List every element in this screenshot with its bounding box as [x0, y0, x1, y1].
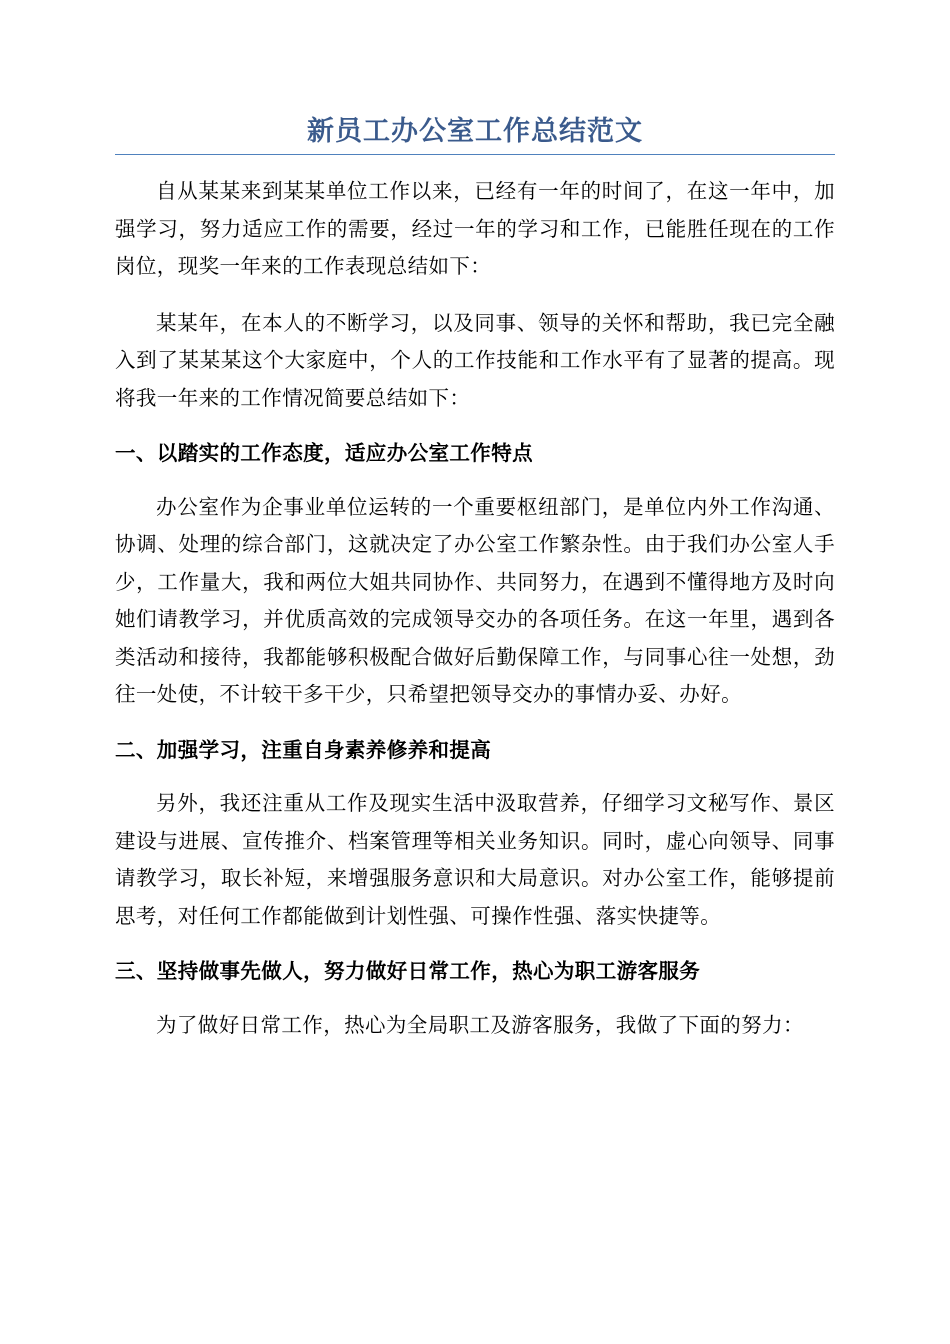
section-heading-1: 一、以踏实的工作态度，适应办公室工作特点: [115, 441, 533, 465]
section-heading-2: 二、加强学习，注重自身素养修养和提高: [115, 737, 492, 762]
paragraph-section-2: 另外，我还注重从工作及现实生活中汲取营养，仔细学习文秘写作、景区建设与进展、宣传推介、档案管理等相关业务知识。同时，虚心向领导、同事请教学习，取长补短，来增强服务意识和大局意识。对办公室工作，能够提前思考，对任何工作都能做到计划性强、可操作性强、落实快捷等。: [115, 791, 835, 928]
document-title: 新员工办公室工作总结范文: [115, 112, 835, 155]
paragraph-section-1: 办公室作为企事业单位运转的一个重要枢纽部门，是单位内外工作沟通、协调、处理的综合部门，这就决定了办公室工作繁杂性。由于我们办公室人手少，工作量大，我和两位大姐共同协作、共同努力，在遇到不懂得地方及时向她们请教学习，并优质高效的完成领导交办的各项任务。在这一年里，遇到各类活动和接待，我都能够积极配合做好后勤保障工作，与同事心往一处想，劲往一处使，不计较干多干少，只希望把领导交办的事情办妥、办好。: [115, 494, 835, 706]
paragraph-section-3: 为了做好日常工作，热心为全局职工及游客服务，我做了下面的努力：: [156, 1012, 804, 1037]
paragraph-overview: 某某年，在本人的不断学习，以及同事、领导的关怀和帮助，我已完全融入到了某某某这个大家庭中，个人的工作技能和工作水平有了显著的提高。现将我一年来的工作情况简要总结如下：: [115, 310, 835, 410]
document-page: [115, 112, 835, 1044]
section-heading-3: 三、坚持做事先做人，努力做好日常工作，热心为职工游客服务: [115, 959, 701, 983]
paragraph-intro: 自从某某来到某某单位工作以来，已经有一年的时间了，在这一年中，加强学习，努力适应工作的需要，经过一年的学习和工作，已能胜任现在的工作岗位，现奖一年来的工作表现总结如下：: [115, 179, 835, 278]
